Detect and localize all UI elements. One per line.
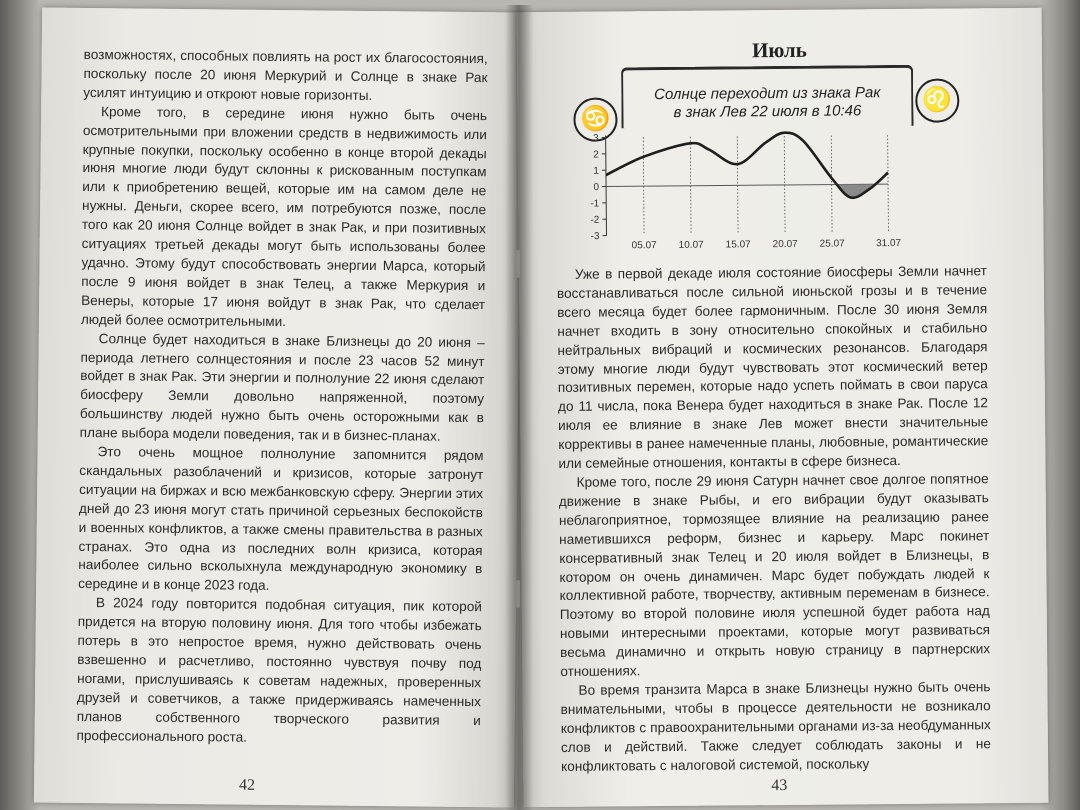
right-paragraph-2: Кроме того, после 29 июня Сатурн начнет свое долгое попятное движение в знаке Рыбы, и его вибрации будут оказывать неблагоприятное, тормозящее влияние на реализацию ранее наметившихся реформ, бизнес и карьеру. Марс покинет консервативный знак Телец и 20 июля войдет в Близнецы, в котором он очень динамичен. Марс будет побуждать людей к коллективной работе, творчеству, активным переменам в бизнесе. Поэтому во второй половине июля успешной будет работа над новыми интересными проектами, которые могут развиваться весьма динамично и открыть новую страницу в партнерских отношениях.: [558, 471, 991, 679]
x-tick-label: 05.07: [631, 240, 657, 252]
right-page-number: 43: [771, 776, 788, 795]
sign-change-banner: [621, 65, 914, 129]
right-page-text: [557, 262, 991, 776]
month-title: Июль: [751, 37, 807, 63]
x-tick-label: 15.07: [725, 239, 751, 251]
y-tick-label: 3: [593, 133, 599, 145]
left-page-text: [76, 46, 487, 750]
right-page: [517, 8, 1049, 808]
left-paragraph-3: Солнце будет находиться в знаке Близнецы до 20 июня – периода летнего солнцестояния и после 23 часов 52 минут войдет в знак Рак. Эти энергии и полнолуние 22 июня сделают биосферу Земли довольно напряженной, поэтому большинству людей нужно быть очень осторожными как в плане выбора модели поведения, так и в бизнес-планах.: [79, 330, 485, 444]
staple-bottom: [516, 580, 520, 608]
banner-line-2: в знак Лев 22 июля в 10:46: [673, 102, 862, 121]
right-paragraph-3: Во время транзита Марса в знаке Близнецы нужно быть очень внимательными, чтобы в процессе деятельности не возникало конфликтов с правоохранительными органами из-за необдуманных слов и действий. Также следует соблюдать законы и не конфликтовать с налоговой системой, поскольку: [560, 679, 992, 774]
right-paragraph-1: Уже в первой декаде июля состояние биосферы Земли начнет восстанавливаться после сильной июньской грозы и в течение всего месяца будет более гармоничным. После 30 июня Земля начнет входить в зону относительно спокойных и стабильно нейтральных вибраций и космических резонансов. Благодаря этому многие люди будут чувствовать этот космический ветер позитивных перемен, которые надо успеть поймать в свои паруса до 11 числа, пока Венера будет находиться в знаке Рак. После 12 июля ее влияние в знаке Лев может внести значительные коррективы в ранее намеченные планы, любовные, романтические или семейные отношения, контакты в сфере бизнеса.: [556, 263, 989, 472]
x-tick-label: 20.07: [772, 238, 798, 251]
y-tick-label: -1: [590, 198, 600, 210]
staple-top: [516, 250, 520, 278]
banner-text: [623, 84, 911, 123]
banner-line-1: Солнце переходит из знака Рак: [654, 84, 881, 104]
negative-area: [606, 132, 889, 200]
y-axis: [606, 136, 607, 236]
cancer-zodiac-icon: ♋: [573, 97, 617, 141]
y-tick-label: -3: [590, 231, 600, 243]
y-tick-label: 1: [593, 165, 599, 177]
x-tick-label: 10.07: [678, 239, 704, 251]
leo-zodiac-icon: ♌: [915, 78, 959, 122]
x-tick-label: 31.07: [876, 237, 901, 250]
left-page: [34, 8, 522, 808]
y-tick-label: 0: [593, 182, 600, 194]
left-paragraph-2: Кроме того, в середине июня нужно быть очень осмотрительными при вложении средств в недвижимость или крупные покупки, поскольку особенно в конце второй декады июня многие люди будут склонны к рискованным поступкам или к приобретению вещей, которые им на самом деле не нужны. Деньги, скорее всего, им потребуются позже, после того как 20 июня Солнце войдет в знак Рак, и при позитивных ситуациях третьей декады могут быть использованы более удачно. Этому будут способствовать энергии Марса, который после 9 июня войдет в знак Телец, а также Меркурия и Венеры, которые 17 июня войдут в знак Рак, что сделает людей более осмотрительными.: [80, 103, 488, 329]
left-paragraph-5: В 2024 году повторится подобная ситуация, пик которой придется на вторую половину июня. Для того чтобы избежать потерь в это непростое время, нужно действовать очень взвешенно и расчетливо, постоянно чувствуя почву под ногами, прислушиваясь к советам надежных, проверенных друзей и советчиков, а также придерживаясь намеченных планов собственного творческого развития и профессионального роста.: [76, 595, 483, 745]
left-paragraph-4: Это очень мощное полнолуние запомнится рядом скандальных разоблачений и кризисов, которые затронут ситуации на биржах и всю межбанковскую сферу. Энергии этих дней до 23 июня могут стать причиной серьезных беспокойств и военных конфликтов, а также смены правительства в разных странах. Это одна из последних волн кризиса, которая наиболее сильно всколыхнула международную экономику в середине и в конце 2023 года.: [78, 444, 484, 594]
x-tick-label: 25.07: [819, 238, 845, 250]
left-paragraph-1: возможностях, способных повлиять на рост их благосостояния, поскольку после 20 июня Меркурий и Солнце в знаке Рак усилят интуицию и откроют новые горизонты.: [83, 46, 488, 103]
biosphere-chart: [580, 127, 901, 262]
y-tick-label: -2: [590, 214, 600, 226]
y-tick-label: 2: [593, 149, 599, 161]
left-page-number: 42: [238, 776, 256, 794]
